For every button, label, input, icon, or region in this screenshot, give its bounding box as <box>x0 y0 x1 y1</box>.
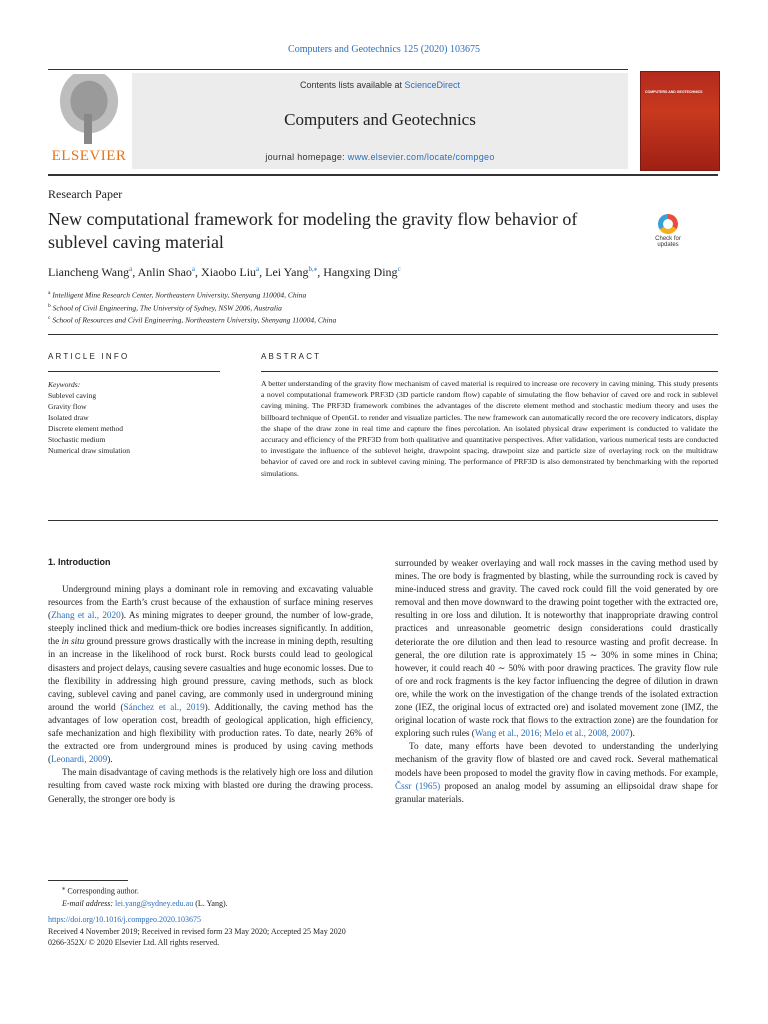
email-note <box>48 898 448 910</box>
keyword: Sublevel caving <box>48 391 97 400</box>
homepage-link[interactable]: www.elsevier.com/locate/compgeo <box>347 152 495 162</box>
author-name: Lei Yang <box>265 265 309 279</box>
italic-text: in situ <box>61 636 85 647</box>
copyright: 0266-352X/ © 2020 Elsevier Ltd. All rights reserved. <box>48 938 220 947</box>
body-paragraph <box>395 740 718 805</box>
author-name: Liancheng Wang <box>48 265 130 279</box>
body-paragraph <box>395 557 718 740</box>
keywords-block <box>48 379 220 456</box>
text-run: proposed an analog model by assuming an ellipsoidal draw shape for granular materials. <box>395 780 718 804</box>
article-info-rule <box>48 371 220 372</box>
homepage-prefix: journal homepage: <box>265 152 348 162</box>
introduction-heading: 1. Introduction <box>48 557 111 567</box>
footnotes <box>48 883 448 910</box>
keyword: Discrete element method <box>48 424 123 433</box>
article-type: Research Paper <box>48 187 123 201</box>
text-run: ). <box>107 754 113 765</box>
homepage-line <box>132 152 628 162</box>
abstract-text: A better understanding of the gravity flow mechanism of caved material is required to increase ore recovery in caving mining. This study presents a novel computational framework PRF3D (3D particle random flow) capable of simulating the flow behavior of caved ore and rock in sublevel caving mining. The PRF3D framework combines the advantages of the discrete element method and stochastic medium theory and uses the billboard technique of OpenGL to render and visualize particles. The new framework can automatically record the ore recovery indicators, display the shape of the draw zone in real time and capture the fines percolation. An isolated physical draw experiment is conducted to validate the accuracy and efficiency of the PRF3D from both qualitative and quantitative perspectives. After validation, various numerical tests are conducted to investigate the influence of the sublevel height, drawpoint spacing, drawpoint size and particle size of overlaying rock on the multidraw behavior of caved ore and rock in sublevel caving mining. The performance of PRF3D is also demonstrated by benchmarking with the reported simulations. <box>261 379 718 478</box>
header-rule-top <box>48 69 628 70</box>
affiliation-mark: c <box>48 315 51 321</box>
text-run: surrounded by weaker overlaying and wall rock masses in the caving method used by mines. The ore body is fragmented by blasting, while the surrounding rock is caved by mine-induced stress and gravity. The caved rock could fill the void generated by ore removal and then move downward to the drawing point together with the extracted ore, resulting in ore loss and dilution. It is noteworthy that inappropriate drawing control practices and unreasonable geometric design considerations could drastically deteriorate the ore dilution and then lead to resource wasting and profit decrease. In general, the ore dilution rate is approximately 15 ∼ 30% in some mines in China; however, it could reach 40 ∼ 50% with poor drawing practices. The gravity flow rule of ore and rock fragments is the key factor influencing the degree of dilution in drawn ore, while the work on the investigation of the change trends of the isolated extraction zone (IEZ, the original locus of extracted ore) and isolated movement zone (IMZ, the original location of waste rock that flows to the extraction zone) are the foundation for exploring such rules ( <box>395 558 718 739</box>
text-run: ). <box>629 728 635 739</box>
email-link[interactable]: lei.yang@sydney.edu.au <box>115 898 194 908</box>
journal-title: Computers and Geotechnics <box>284 110 476 129</box>
text-run: Underground mining plays a dominant role in removing and excavating valuable resources from the Earth’s crust because of the exhaustion of surface mining reserves ( <box>48 584 373 621</box>
affiliation: $^b$ School of Civil Engineering, The University of Sydney, NSW 2006, Australia <box>48 302 282 312</box>
keyword: Numerical draw simulation <box>48 446 131 455</box>
contents-line <box>132 80 628 90</box>
affiliation-list <box>48 288 728 326</box>
text-run: To date, many efforts have been devoted to understanding the underlying mechanism of the gravity flow of blasted ore and caved rock. Several mathematical models have been proposed to model the gravity flow in caving methods. For example, <box>395 741 718 778</box>
crossmark-badge[interactable] <box>650 214 686 254</box>
article-title: New computational framework for modeling the gravity flow behavior of sublevel caving material <box>48 209 578 252</box>
footnote-rule <box>48 880 128 881</box>
citation-link[interactable]: Wang et al., 2016; Melo et al., 2008, 2007 <box>474 728 630 739</box>
author-affiliation-mark[interactable]: a <box>129 265 133 273</box>
article-footer-info <box>48 914 448 949</box>
keyword: Isolated draw <box>48 413 89 422</box>
doi-link[interactable]: https://doi.org/10.1016/j.compgeo.2020.103675 <box>48 915 201 924</box>
email-label: E-mail address: <box>62 898 116 908</box>
cover-title: COMPUTERS AND GEOTECHNICS <box>645 90 703 94</box>
corresponding-text: Corresponding author. <box>67 886 139 896</box>
contents-prefix: Contents lists available at <box>299 80 405 90</box>
body-paragraph <box>48 766 373 805</box>
abstract-rule <box>261 371 718 372</box>
citation-link[interactable]: Zhang et al., 2020 <box>51 610 121 621</box>
keyword: Stochastic medium <box>48 435 106 444</box>
text-run: ). Additionally, the caving method has the advantages of low operation cost, breadth of geological application, high efficiency, safe mechanization and high flexibility with production rates. To date, nearly 26% of the extracted ore from underground mines is produced by using caving methods ( <box>48 701 373 765</box>
author-affiliation-mark[interactable]: c <box>397 265 401 273</box>
affiliation-mark: b <box>48 302 51 309</box>
affiliation-rule <box>48 334 718 335</box>
author-name: Anlin Shao <box>137 265 192 279</box>
citation-link[interactable]: Sánchez et al., 2019 <box>123 701 205 712</box>
text-run: ). As mining migrates to deeper ground, the number of low-grade, steeply inclined thick and medium-thick ore bodies increases significantly. In addition, the <box>48 610 373 647</box>
email-suffix: (L. Yang). <box>193 898 228 908</box>
body-paragraph <box>48 583 373 766</box>
received-dates: Received 4 November 2019; Received in revised form 23 May 2020; Accepted 25 May 2020 <box>48 926 346 936</box>
abstract-bottom-rule <box>48 520 718 521</box>
citation-link[interactable]: Čssr (1965) <box>395 780 441 791</box>
citation-link[interactable]: Leonardi, 2009 <box>51 754 108 765</box>
keyword: Gravity flow <box>48 402 87 411</box>
text-run: ground pressure grows drastically with the increase in mining depth, resulting in an increase in the likelihood of rock burst. Rock bursts could lead to geological disasters and project delays, causing severe casualties and huge economic losses. Due to the flexibility in addressing high ground pressure, caving methods, such as block caving, sublevel caving and panel caving, are commonly used in underground mining around the world ( <box>48 636 373 712</box>
publisher-name: ELSEVIER <box>51 148 127 164</box>
crossmark-icon <box>658 214 678 234</box>
article-info-heading: ARTICLE INFO <box>48 352 130 361</box>
author-name: Hangxing Ding <box>323 265 398 279</box>
affiliation: $^a$ Intelligent Mine Research Center, Northeastern University, Shenyang 110004, China <box>48 290 307 300</box>
journal-citation[interactable]: Computers and Geotechnics 125 (2020) 103675 <box>288 44 480 55</box>
author-affiliation-mark[interactable]: a <box>256 265 260 273</box>
sciencedirect-link[interactable]: ScienceDirect <box>404 80 461 90</box>
journal-cover-image <box>640 71 720 171</box>
elsevier-trunk-icon <box>84 114 92 144</box>
elsevier-logo <box>48 74 130 166</box>
corresponding-author-note: ⁎ Corresponding author. <box>62 885 139 896</box>
affiliation-mark: a <box>48 290 51 296</box>
abstract-heading: ABSTRACT <box>261 352 322 361</box>
affiliation: $^c$ School of Resources and Civil Engineering, Northeastern University, Shenyang 110004, China <box>48 315 337 325</box>
author-affiliation-mark[interactable]: a <box>191 265 196 273</box>
keyword-list <box>48 390 220 456</box>
author-affiliation-mark[interactable]: b,⁎ <box>308 265 318 273</box>
author-name: Xiaobo Liu <box>201 265 257 279</box>
keywords-label: Keywords: <box>48 380 81 389</box>
author-list: Liancheng Wang$^a$, Anlin Shao$^a$, Xiaobo Liu$^a$, Lei Yang$^{b,⁎}$, Hangxing Ding$^c$ <box>48 265 401 279</box>
text-run: The main disadvantage of caving methods is the relatively high ore loss and dilution resulting from caved waste rock mixing with blasted ore during the drawing process. Generally, the stronger ore body is <box>48 767 373 804</box>
body-column-right <box>395 557 718 806</box>
body-column-left <box>48 583 373 806</box>
crossmark-label: Check for updates <box>655 236 681 248</box>
header-rule-bottom <box>48 174 718 176</box>
